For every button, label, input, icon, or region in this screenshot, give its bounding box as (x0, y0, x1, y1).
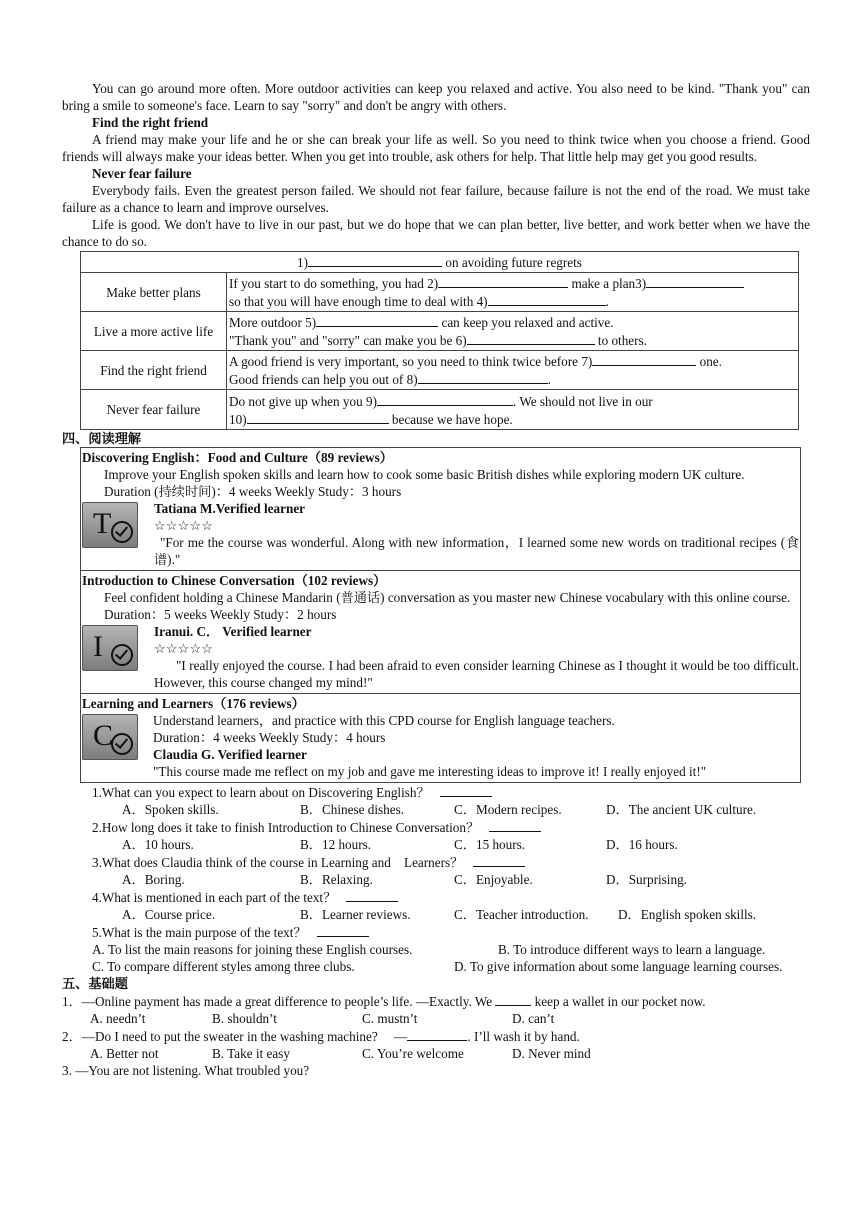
answer-blank[interactable] (418, 370, 548, 384)
option[interactable]: B. To introduce different ways to learn a language. (498, 942, 766, 957)
question (62, 818, 810, 853)
answer-blank[interactable] (488, 292, 606, 306)
course-title: Introduction to Chinese Conversation（102 reviews） (82, 573, 387, 588)
answer-blank[interactable] (495, 992, 531, 1006)
course-duration: Duration：5 weeks Weekly Study：2 hours (104, 607, 337, 622)
review (82, 712, 799, 780)
option[interactable]: C．Teacher introduction. (454, 907, 589, 922)
review-text: "This course made me reflect on my job and gave me interesting ideas to improve it! I really enjoyed it!" (153, 764, 707, 779)
row-content (227, 312, 799, 351)
verified-check-icon (111, 644, 133, 666)
question-text: 2.How long does it take to finish Introduction to Chinese Conversation？ (92, 820, 480, 835)
option[interactable]: C．15 hours. (454, 837, 526, 852)
verified-check-icon (111, 521, 133, 543)
option[interactable]: A．Boring. (122, 872, 185, 887)
avatar (82, 714, 138, 760)
question (62, 1027, 810, 1062)
option[interactable]: A. needn’t (90, 1011, 146, 1026)
option[interactable]: A．10 hours. (122, 837, 194, 852)
row-text: can keep you relaxed and active. (438, 315, 614, 330)
option[interactable]: B．12 hours. (300, 837, 372, 852)
passage-heading: Find the right friend (92, 115, 209, 130)
worksheet-page (62, 80, 810, 1079)
star-rating: ☆☆☆☆☆ (154, 641, 214, 656)
question (62, 783, 810, 818)
avatar (82, 625, 138, 671)
question-text: 2．—Do I need to put the sweater in the washing machine? — (62, 1029, 408, 1044)
course-ads (80, 447, 801, 783)
option[interactable]: C. To compare different styles among three clubs. (92, 959, 355, 974)
row-text: . We should not live in our (512, 393, 653, 409)
row-text: because we have hope. (388, 411, 513, 427)
passage-heading: Never fear failure (92, 166, 192, 181)
row-label: Make better plans (81, 273, 227, 312)
row-text: Good friends can help you out of 8) (229, 372, 418, 387)
review-body (154, 623, 799, 691)
question (62, 923, 810, 975)
avatar-letter: C (93, 719, 114, 752)
question (62, 853, 810, 888)
row-content (227, 390, 799, 430)
question-text: keep a wallet in our pocket now. (531, 994, 706, 1009)
course-title: Learning and Learners（176 reviews） (82, 696, 305, 711)
reviewer-name: Iranui. C． Verified learner (154, 624, 312, 639)
answer-blank[interactable] (308, 253, 442, 267)
table-header-text: on avoiding future regrets (442, 255, 582, 270)
table-header-row (81, 252, 799, 273)
question-text: 3.What does Claudia think of the course in Learning and Learners？ (92, 855, 464, 870)
verified-check-icon (111, 733, 133, 755)
answer-blank[interactable] (473, 853, 525, 867)
course-description: Understand learners，and practice with this CPD course for English language teachers. (153, 713, 615, 728)
course-description: Improve your English spoken skills and learn how to cook some basic British dishes while exploring modern UK culture. (104, 467, 745, 482)
option[interactable]: C．Enjoyable. (454, 872, 533, 887)
row-content (227, 351, 799, 390)
section-heading: 四、阅读理解 (62, 431, 142, 446)
option[interactable]: D．English spoken skills. (618, 907, 757, 922)
option[interactable]: A．Spoken skills. (122, 802, 219, 817)
option[interactable]: B．Learner reviews. (300, 907, 411, 922)
answer-blank[interactable] (317, 923, 369, 937)
question (62, 888, 810, 923)
passage-paragraph: Everybody fails. Even the greatest person failed. We should not fear failure, because failure is not the end of the road. We must take failure as a chance to learn and improve ourselves. (62, 183, 810, 215)
option[interactable]: A. Better not (90, 1046, 159, 1061)
table-row (81, 273, 799, 312)
row-label: Live a more active life (81, 312, 227, 351)
table-row (81, 390, 799, 430)
option[interactable]: D．16 hours. (606, 837, 678, 852)
row-text: If you start to do something, you had 2) (229, 276, 439, 291)
question-text: 5.What is the main purpose of the text？ (92, 925, 307, 940)
row-text: to others. (594, 333, 647, 348)
table-row (81, 312, 799, 351)
answer-blank[interactable] (247, 410, 389, 424)
option[interactable]: D. Never mind (512, 1046, 591, 1061)
row-label: Never fear failure (81, 390, 227, 430)
answer-blank[interactable] (438, 274, 568, 288)
row-text: More outdoor 5) (229, 315, 317, 330)
answer-blank[interactable] (346, 888, 398, 902)
table-row (81, 351, 799, 390)
row-text: Do not give up when you 9) (229, 393, 377, 409)
option[interactable]: D. To give information about some language learning courses. (454, 959, 783, 974)
section-heading: 五、基础题 (62, 976, 128, 991)
row-text: "Thank you" and "sorry" can make you be 6) (229, 333, 467, 348)
row-label: Find the right friend (81, 351, 227, 390)
question (62, 992, 810, 1027)
row-text: one. (696, 354, 722, 369)
row-text: . (547, 372, 551, 387)
answer-blank[interactable] (316, 313, 438, 327)
answer-blank[interactable] (467, 331, 595, 345)
question-text: . I’ll wash it by hand. (467, 1029, 580, 1044)
option[interactable]: D．The ancient UK culture. (606, 802, 757, 817)
option[interactable]: B．Relaxing. (300, 872, 373, 887)
review (82, 623, 799, 691)
answer-blank[interactable] (646, 274, 744, 288)
option[interactable]: C. You’re welcome (362, 1046, 464, 1061)
answer-blank[interactable] (440, 783, 492, 797)
option[interactable]: C．Modern recipes. (454, 802, 562, 817)
question-text: 3. —You are not listening. What troubled you? (62, 1063, 310, 1078)
row-content (227, 273, 799, 312)
question-text: 1．—Online payment has made a great difference to people’s life. —Exactly. We (62, 994, 496, 1009)
row-text: make a plan3) (568, 276, 647, 291)
avatar (82, 502, 138, 548)
passage-paragraph: You can go around more often. More outdoor activities can keep you relaxed and active. You also need to be kind. "Thank you" can bring a smile to someone's face. Learn to say "sorry" and don't be angry with others. (62, 81, 810, 113)
review-body (154, 500, 799, 568)
answer-blank[interactable] (592, 352, 696, 366)
basic-questions (62, 992, 810, 1079)
option[interactable]: D．Surprising. (606, 872, 687, 887)
row-text: 10) (229, 411, 247, 427)
reviewer-name: Claudia G. Verified learner (153, 747, 307, 762)
review-text: "I really enjoyed the course. I had been afraid to even consider learning Chinese as I thought it would be too difficult. However, this course changed my mind!" (154, 658, 799, 690)
answer-blank[interactable] (377, 392, 513, 406)
option[interactable]: D. can’t (512, 1011, 555, 1026)
reviewer-name: Tatiana M.Verified learner (154, 501, 306, 516)
table-header-cell (81, 252, 799, 273)
course-title: Discovering English：Food and Culture（89 reviews） (82, 450, 393, 465)
option[interactable]: A．Course price. (122, 907, 216, 922)
course-block (81, 448, 800, 571)
review (82, 500, 799, 568)
row-text: A good friend is very important, so you need to think twice before 7) (229, 354, 593, 369)
review-body (153, 712, 799, 780)
option[interactable]: C. mustn’t (362, 1011, 418, 1026)
answer-blank[interactable] (489, 818, 541, 832)
summary-table (80, 251, 799, 430)
answer-blank[interactable] (407, 1027, 467, 1041)
option[interactable]: B．Chinese dishes. (300, 802, 405, 817)
review-text: "For me the course was wonderful. Along with new information，I learned some new words on traditional recipes (食谱)." (154, 535, 799, 567)
course-duration: Duration (持续时间)：4 weeks Weekly Study：3 hours (104, 484, 402, 499)
course-description: Feel confident holding a Chinese Mandarin (普通话) conversation as you master new Chinese vocabulary with this online course. (104, 590, 791, 605)
question-text: 4.What is mentioned in each part of the text？ (92, 890, 337, 905)
passage-paragraph: A friend may make your life and he or she can break your life as well. So you need to think twice when you choose a friend. Good friends will always make your ideas better. When you get into trouble, ask others for help. That little help may get you good results. (62, 132, 810, 164)
star-rating: ☆☆☆☆☆ (154, 518, 214, 533)
reading-questions (62, 783, 810, 975)
row-text: . (605, 294, 609, 309)
option[interactable]: A. To list the main reasons for joining these English courses. (92, 942, 413, 957)
option[interactable]: B. Take it easy (212, 1046, 290, 1061)
blank-number: 1) (297, 255, 309, 270)
course-duration: Duration：4 weeks Weekly Study：4 hours (153, 730, 386, 745)
passage-paragraph: Life is good. We don't have to live in our past, but we do hope that we can plan better, live better, and work better when we have the chance to do so. (62, 217, 810, 249)
row-text: so that you will have enough time to deal with 4) (229, 294, 488, 309)
avatar-letter: T (93, 507, 112, 540)
question-text: 1.What can you expect to learn about on Discovering English？ (92, 785, 430, 800)
option[interactable]: B. shouldn’t (212, 1011, 277, 1026)
course-block (81, 694, 800, 782)
course-block (81, 571, 800, 694)
avatar-letter: I (93, 630, 103, 663)
